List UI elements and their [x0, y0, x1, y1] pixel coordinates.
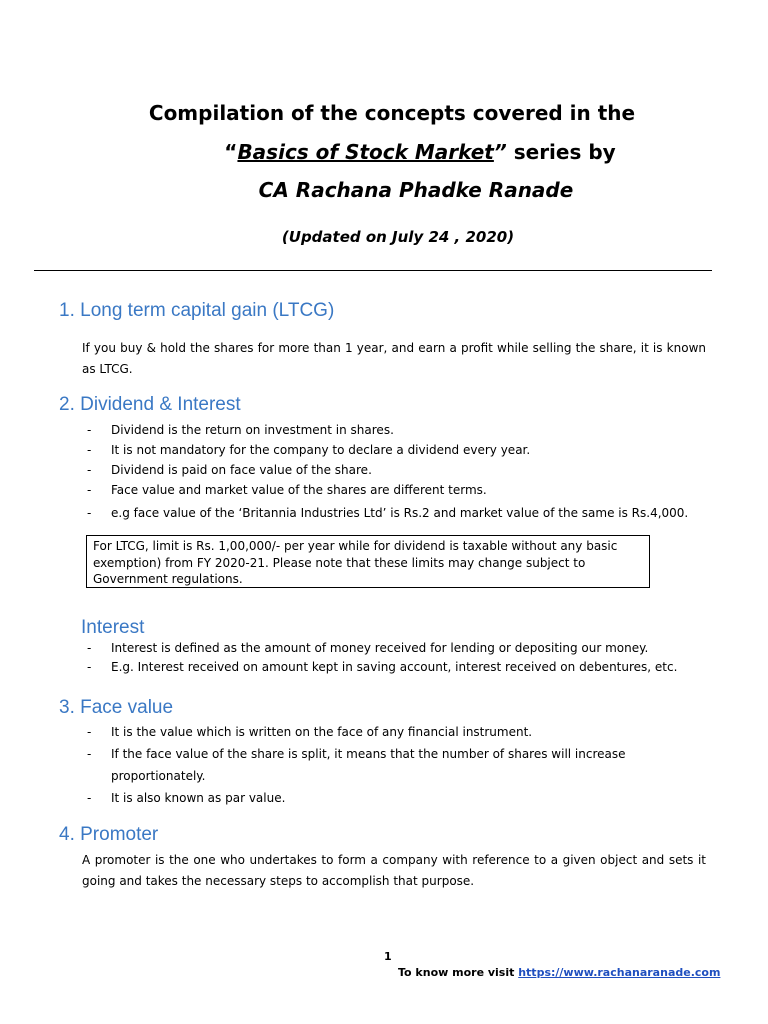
heading-dividend: 2. Dividend & Interest: [59, 394, 241, 415]
page-number: 1: [384, 950, 392, 963]
heading-ltcg: 1. Long term capital gain (LTCG): [59, 300, 335, 321]
open-quote: “: [224, 140, 238, 164]
heading-interest: Interest: [81, 617, 145, 638]
list-item: - Interest is defined as the amount of money received for lending or depositing our money.: [87, 639, 727, 658]
series-by: series by: [506, 140, 616, 164]
heading-promoter: 4. Promoter: [59, 824, 159, 845]
interest-list: [87, 639, 727, 677]
footer-visit-label: To know more visit: [398, 966, 519, 979]
close-quote: ”: [493, 140, 507, 164]
heading-face-value: 3. Face value: [59, 697, 174, 718]
list-item: - Dividend is paid on face value of the share.: [87, 460, 727, 480]
list-item: - It is the value which is written on the face of any financial instrument.: [87, 722, 687, 743]
promoter-paragraph: A promoter is the one who undertakes to form a company with reference to a given object and sets it going and takes the necessary steps to accomplish that purpose.: [82, 853, 706, 888]
dividend-list: [87, 420, 727, 523]
face-value-list: [87, 722, 687, 809]
list-item: - Face value and market value of the shares are different terms.: [87, 480, 727, 500]
list-item: - e.g face value of the ‘Britannia Industries Ltd’ is Rs.2 and market value of the same is Rs.4,000.: [87, 503, 727, 523]
list-item: - Dividend is the return on investment in shares.: [87, 420, 727, 440]
website-link[interactable]: https://www.rachanaranade.com: [518, 966, 721, 979]
series-name: Basics of Stock Market: [237, 140, 494, 164]
list-item: - E.g. Interest received on amount kept in saving account, interest received on debentures, etc.: [87, 658, 727, 677]
author-name: CA Rachana Phadke Ranade: [258, 178, 574, 202]
footer-visit: [398, 966, 720, 979]
tax-note-box: For LTCG, limit is Rs. 1,00,000/- per year while for dividend is taxable without any basic exemption) from FY 2020-21. Please note that these limits may change subject to Government regulations.: [86, 535, 650, 588]
ltcg-paragraph: If you buy & hold the shares for more than 1 year, and earn a profit while selling the share, it is known as LTCG.: [82, 341, 706, 376]
updated-date: (Updated on July 24 , 2020): [281, 228, 515, 246]
list-item: - If the face value of the share is split, it means that the number of shares will increase proportionately.: [87, 743, 687, 787]
doc-title-line-2: [36, 140, 768, 164]
list-item: - It is also known as par value.: [87, 787, 687, 809]
doc-title-line-1: Compilation of the concepts covered in the: [148, 101, 636, 125]
title-divider: [34, 270, 712, 271]
list-item: - It is not mandatory for the company to declare a dividend every year.: [87, 440, 727, 460]
